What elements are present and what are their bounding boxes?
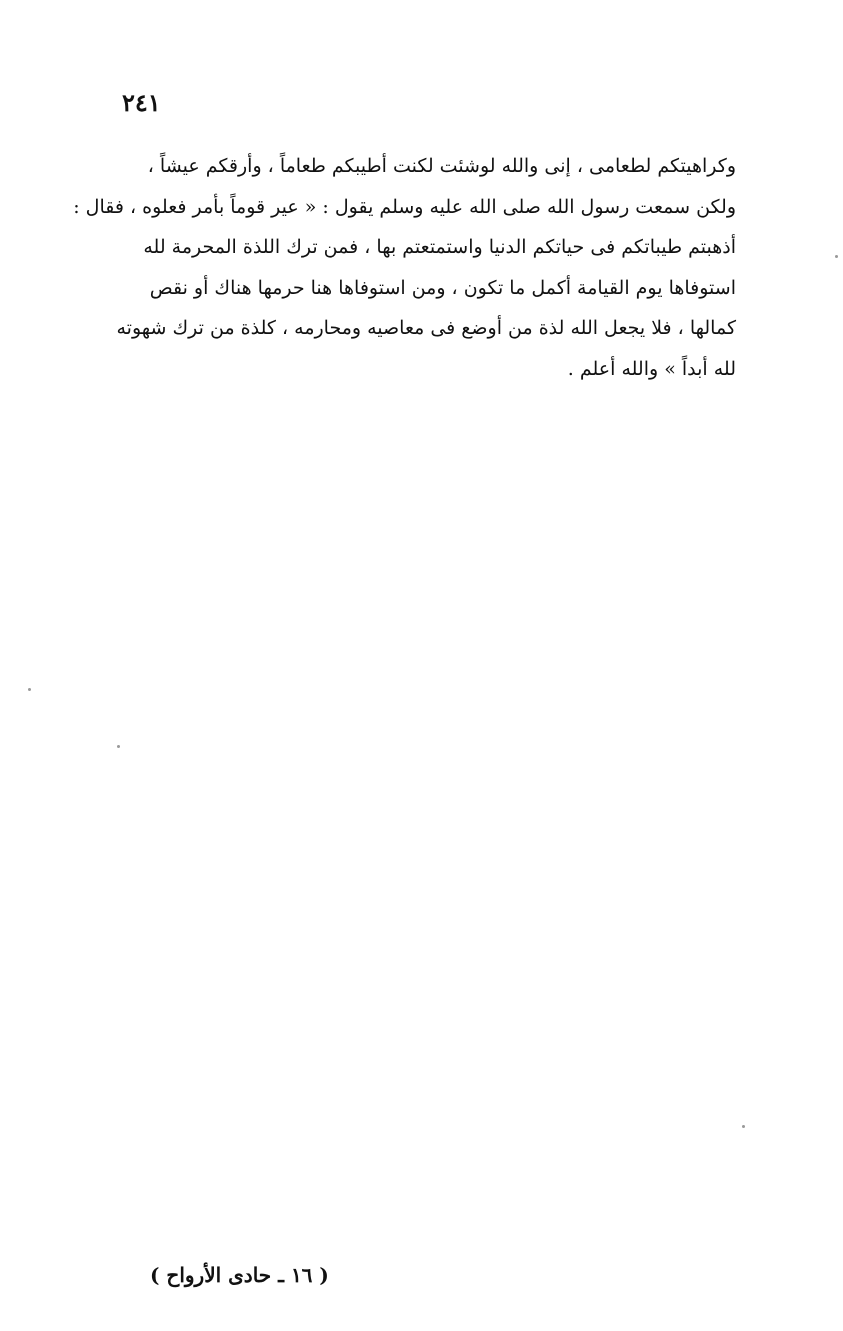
text-line: لله أبداً » والله أعلم . (567, 357, 736, 380)
scan-speck (835, 255, 838, 258)
text-line: كمالها ، فلا يجعل الله لذة من أوضع فى معاصيه ومحارمه ، كلذة من ترك شهوته (116, 317, 736, 339)
text-line: وكراهيتكم لطعامى ، إنى والله لوشئت لكنت أطيبكم طعاماً ، وأرقكم عيشاً ، (147, 155, 736, 177)
page-number: ٢٤١ (122, 88, 161, 117)
scan-speck (117, 745, 120, 748)
text-line: استوفاها يوم القيامة أكمل ما تكون ، ومن استوفاها هنا حرمها هناك أو نقص (149, 276, 736, 299)
footer-signature: ( ١٦ ـ حادى الأرواح ) (150, 1263, 329, 1287)
scan-speck (742, 1125, 745, 1128)
scan-speck (28, 688, 31, 691)
body-text (73, 146, 736, 389)
text-line: ولكن سمعت رسول الله صلى الله عليه وسلم يقول : « عير قوماً بأمر فعلوه ، فقال : (73, 195, 736, 218)
text-line: أذهبتم طيباتكم فى حياتكم الدنيا واستمتعتم بها ، فمن ترك اللذة المحرمة لله (143, 236, 736, 258)
